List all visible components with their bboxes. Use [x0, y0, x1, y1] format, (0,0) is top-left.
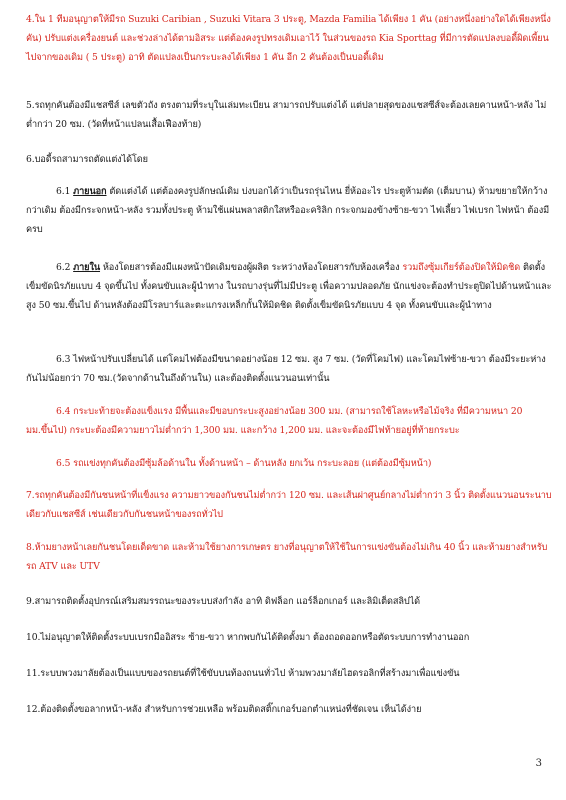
rule-6-2-text: ห้องโดยสารต้องมีแผงหน้าปัดเดิมของผู้ผลิต ระหว่างห้องโดยสารกับห้องเครื่อง [100, 262, 403, 273]
rule-5: 5.รถทุกคันต้องมีแชสซีส์ เลขตัวถัง ตรงตามที่ระบุในเล่มทะเบียน สามารถปรับแต่งได้ แต่ปลายสุดของแชสซีส์จะต้องเลยคานหน้า-หลัง ไม่ต่ำกว่า 20 ซม. (วัดที่หน้าแปลนเสื้อเฟืองท้าย) [26, 100, 547, 130]
rule-6-2-red-text: รวมถึงซุ้มเกียร์ต้องปิดให้มิดชิด [402, 262, 521, 273]
rule-6-1 [26, 182, 552, 239]
rule-11: 11.ระบบพวงมาลัยต้องเป็นแบบของรถยนต์ที่ใช้ขับบนท้องถนนทั่วไป ห้ามพวงมาลัยไฮดรอลิกที่สร้างมาเพื่อแข่งขัน [26, 668, 460, 679]
rule-6-2-label: ภายใน [73, 262, 101, 273]
rule-6-1-text: ตัดแต่งได้ แต่ต้องคงรูปลักษณ์เดิม บ่งบอกได้ว่าเป็นรถรุ่นไหน ยี่ห้ออะไร ประตูห้ามตัด (เต็มบาน) ห้ามขยายให้กว้างกว่าเดิม ต้องมีกระจกหน้า-หลัง รวมทั้งประตู ห้ามใช้แผ่นพลาสติกใสหรืออะคริลิก กระจกมองข้างซ้าย-ขวา ไฟเลี้ยว ไฟเบรก ไฟหน้า ต้องมีครบ [26, 186, 550, 235]
rule-6-2-prefix: 6.2 [56, 262, 74, 273]
rule-6: 6.บอดี้รถสามารถตัดแต่งได้โดย [26, 154, 148, 165]
rule-6-2 [26, 258, 552, 315]
rule-6-4: 6.4 กระบะท้ายจะต้องแข็งแรง มีพื้นและมีขอบกระบะสูงอย่างน้อย 300 มม. (สามารถใช้โลหะหรือไม้จริง ที่มีความหนา 20 มม.ขึ้นไป) กระบะต้องมีความยาวไม่ต่ำกว่า 1,300 มม. และกว้าง 1,200 มม. และจะต้องมีไฟท้ายอยู่ที่ท้ายกระบะ [26, 406, 523, 436]
rule-6-2-text2: ติดตั้งเข็มขัดนิรภัยแบบ 4 จุดขึ้นไป ทั้งคนขับและผู้นำทาง ในรถบางรุ่นที่ไม่มีประตู เพื่อความปลอดภัย นักแข่งจะต้องทำประตูปิดไปด้านหน้าและสูง 50 ซม.ขึ้นไป ด้านหลังต้องมีโรลบาร์และตะแกรงเหล็กกั้นให้มิดชิด ติดตั้งเข็มขัดนิรภัยแบบ 4 จุด ทั้งคนขับและผู้นำทาง [26, 262, 552, 311]
rule-7: 7.รถทุกคันต้องมีกันชนหน้าที่แข็งแรง ความยาวของกันชนไม่ต่ำกว่า 120 ซม. และเส้นผ่าศูนย์กลางไม่ต่ำกว่า 3 นิ้ว ติดตั้งแนวนอนระนาบเดียวกับแชสซีส์ เช่นเดียวกับกันชนหน้าของรถทั่วไป [26, 490, 552, 520]
rule-6-3: 6.3 ไฟหน้าปรับเปลี่ยนได้ แต่โคมไฟต้องมีขนาดอย่างน้อย 12 ซม. สูง 7 ซม. (วัดที่โคมไฟ) และโคมไฟซ้าย-ขวา ต้องมีระยะห่างกันไม่น้อยกว่า 70 ซม.(วัดจากด้านในถึงด้านใน) และต้องติดตั้งแนวนอนเท่านั้น [26, 354, 546, 384]
rule-10: 10.ไม่อนุญาตให้ติดตั้งระบบเบรกมืออิสระ ซ้าย-ขวา หากพบกันได้ติดตั้งมา ต้องถอดออกหรือตัดระบบการทำงานออก [26, 632, 470, 643]
rule-4: 4.ใน 1 ทีมอนุญาตให้มีรถ Suzuki Caribian , Suzuki Vitara 3 ประตู, Mazda Familia ได้เพียง 1 คัน (อย่างหนึ่งอย่างใดได้เพียงหนึ่งคัน) ปรับแต่งเครื่องยนต์ และช่วงล่างได้ตามอิสระ แต่ต้องคงรูปทรงเดิมเอาไว้ ในส่วนของรถ Kia Sporttag ที่มีการตัดแปลงบอดี้ผิดเพี้ยนไปจากของเดิม ( 5 ประตู) อาทิ ตัดแปลงเป็นกระบะลงได้เพียง 1 คัน อีก 2 คันต้องเป็นบอดี้เดิม [26, 14, 551, 63]
page-number: 3 [535, 758, 542, 769]
rule-12: 12.ต้องติดตั้งขอลากหน้า-หลัง สำหรับการช่วยเหลือ พร้อมติดสติ๊กเกอร์บอกตำแหน่งที่ชัดเจน เห็นได้ง่าย [26, 704, 422, 715]
rule-9: 9.สามารถติดตั้งอุปกรณ์เสริมสมรรถนะของระบบส่งกำลัง อาทิ ดิฟล็อก แอร์ล็อกเกอร์ และลิมิเต็ดสลิปได้ [26, 596, 421, 607]
rule-6-1-prefix: 6.1 [56, 186, 74, 197]
rule-6-1-label: ภายนอก [73, 186, 107, 197]
rule-8: 8.ห้ามยางหน้าเลยกันชนโดยเด็ดขาด และห้ามใช้ยางการเกษตร ยางที่อนุญาตให้ใช้ในการแข่งขันต้องไม่เกิน 40 นิ้ว และห้ามยางสำหรับรถ ATV และ UTV [26, 542, 548, 572]
rule-6-5: 6.5 รถแข่งทุกคันต้องมีซุ้มล้อด้านใน ทั้งด้านหน้า – ด้านหลัง ยกเว้น กระบะลอย (แต่ต้องมีซุ้มหน้า) [56, 458, 432, 469]
